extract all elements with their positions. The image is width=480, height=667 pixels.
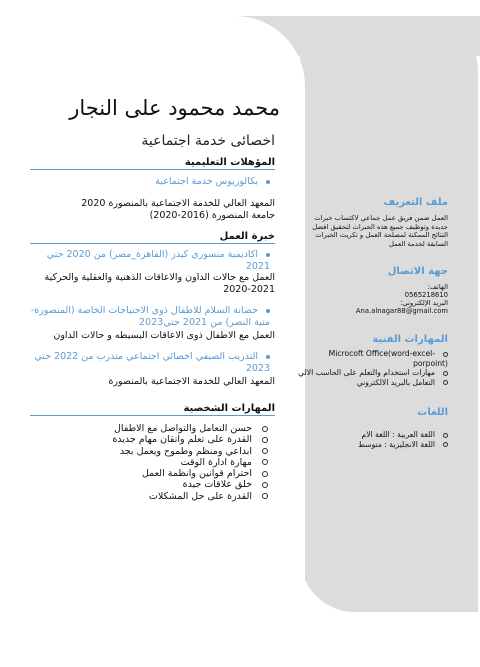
- personal-skills-list: [33, 423, 268, 502]
- technical-skills-list: [298, 349, 448, 387]
- experience-role-2: [30, 305, 270, 329]
- skill-text: ابداعي ومنظم وطموح ويعمل بجد: [119, 445, 252, 457]
- email-label: البريد الإلكتروني:: [400, 299, 448, 307]
- skill-text: مهارات استخدام والتعلم على الحاسب الالي: [298, 368, 435, 377]
- experience-desc-3: المعهد العالي للخدمة الاجتماعية بالمنصورة: [108, 376, 275, 387]
- skill-text: حسن التعامل والتواصل مع الاطفال: [114, 423, 252, 434]
- phone-label: الهاتف:: [427, 283, 448, 291]
- skill-text: احترام قوانين وانظمة العمل: [141, 468, 252, 480]
- education-heading: المؤهلات التعليمية: [30, 157, 275, 170]
- list-item: [298, 349, 448, 368]
- language-text: اللغة العربية : اللغة الام: [361, 430, 435, 439]
- list-item: [33, 457, 268, 468]
- candidate-name: محمد محمود على النجار: [69, 96, 280, 120]
- skill-text: القدرة على تعلم واتقان مهام جديدة: [112, 434, 252, 446]
- list-item: [33, 468, 268, 479]
- circle-bullet-icon: [262, 493, 268, 499]
- circle-bullet-icon: [262, 459, 268, 465]
- skill-text: خلق علاقات جيدة: [182, 479, 252, 491]
- circle-bullet-icon: [262, 426, 268, 432]
- experience-heading: خبرة العمل: [30, 231, 275, 244]
- education-line-1: المعهد العالي للخدمة الاجتماعية بالمنصورة 2020: [81, 198, 275, 209]
- technical-skills-heading: المهارات الفنية: [372, 334, 448, 345]
- circle-bullet-icon: [443, 380, 448, 385]
- email-link[interactable]: Ana.alnagar88@gmail.com: [355, 307, 448, 315]
- role-text: اكاديمية منسوري كيدز (القاهرة_مصر) من 2020 حتي 2021: [46, 249, 270, 272]
- role-text: حضانة السلام للاطفال ذوي الاحتياجات الخاصة (المنصورة- منية النصر) من 2021 حتي2023: [30, 305, 270, 328]
- education-line-2: جامعة المنصورة (2016-2020): [149, 210, 275, 221]
- list-item: [33, 423, 268, 434]
- bullet-icon: [266, 180, 270, 184]
- bullet-icon: [266, 309, 270, 313]
- circle-bullet-icon: [443, 433, 448, 438]
- personal-skills-heading: المهارات الشخصية: [30, 403, 275, 416]
- profile-heading: ملف التعريف: [383, 197, 448, 208]
- experience-role-3: [30, 351, 270, 375]
- job-title: اخصائى خدمة اجتماعية: [141, 133, 275, 149]
- experience-role-1: [30, 249, 270, 273]
- skill-text: القدرة على حل المشكلات: [148, 490, 252, 502]
- list-item: [298, 368, 448, 378]
- languages-heading: اللغات: [417, 407, 448, 418]
- circle-bullet-icon: [443, 352, 448, 357]
- circle-bullet-icon: [443, 442, 448, 447]
- profile-text: العمل ضمن فريق عمل جماعي لاكتساب خبرات جديدة وتوظيف جميع هذه الخبرات لتحقيق افضل النتائج الممكنة لمصلحة العمل و تكريث الخبرات السابقة لخدمة العمل: [312, 214, 448, 248]
- education-degree: [30, 176, 270, 188]
- phone-value[interactable]: 0565218610: [404, 291, 448, 299]
- skill-text: Microcoft Office(word-excel-porpoint): [328, 349, 448, 368]
- list-item: [33, 434, 268, 445]
- experience-desc-1: العمل مع حالات الداون والاعاقات الذهنية والعقلية والحركية 2021-2020: [44, 272, 275, 295]
- role-text: التدريب الصيفي اخصائي اجتماعي متدرب من 2022 حتي 2023: [34, 351, 270, 374]
- circle-bullet-icon: [262, 482, 268, 488]
- list-item: [298, 440, 448, 450]
- contact-heading: جهة الاتصال: [387, 266, 448, 277]
- list-item: [33, 479, 268, 490]
- list-item: [33, 491, 268, 502]
- bullet-icon: [266, 253, 270, 257]
- experience-desc-2: العمل مع الاطفال ذوى الاعاقات البسيطه و حالات الداون: [53, 330, 275, 341]
- skill-text: مهارة ادارة الوقت: [180, 456, 252, 468]
- language-text: اللغة الانجليزية : متوسط: [358, 439, 435, 449]
- languages-list: [298, 430, 448, 449]
- list-item: [298, 430, 448, 440]
- circle-bullet-icon: [262, 471, 268, 477]
- circle-bullet-icon: [443, 371, 448, 376]
- degree-text: بكالوريوس خدمة اجتماعية: [155, 176, 258, 187]
- list-item: [33, 446, 268, 457]
- circle-bullet-icon: [262, 437, 268, 443]
- circle-bullet-icon: [262, 448, 268, 454]
- bullet-icon: [266, 355, 270, 359]
- list-item: [298, 378, 448, 388]
- skill-text: التعامل بالبريد الالكتروني: [356, 377, 435, 387]
